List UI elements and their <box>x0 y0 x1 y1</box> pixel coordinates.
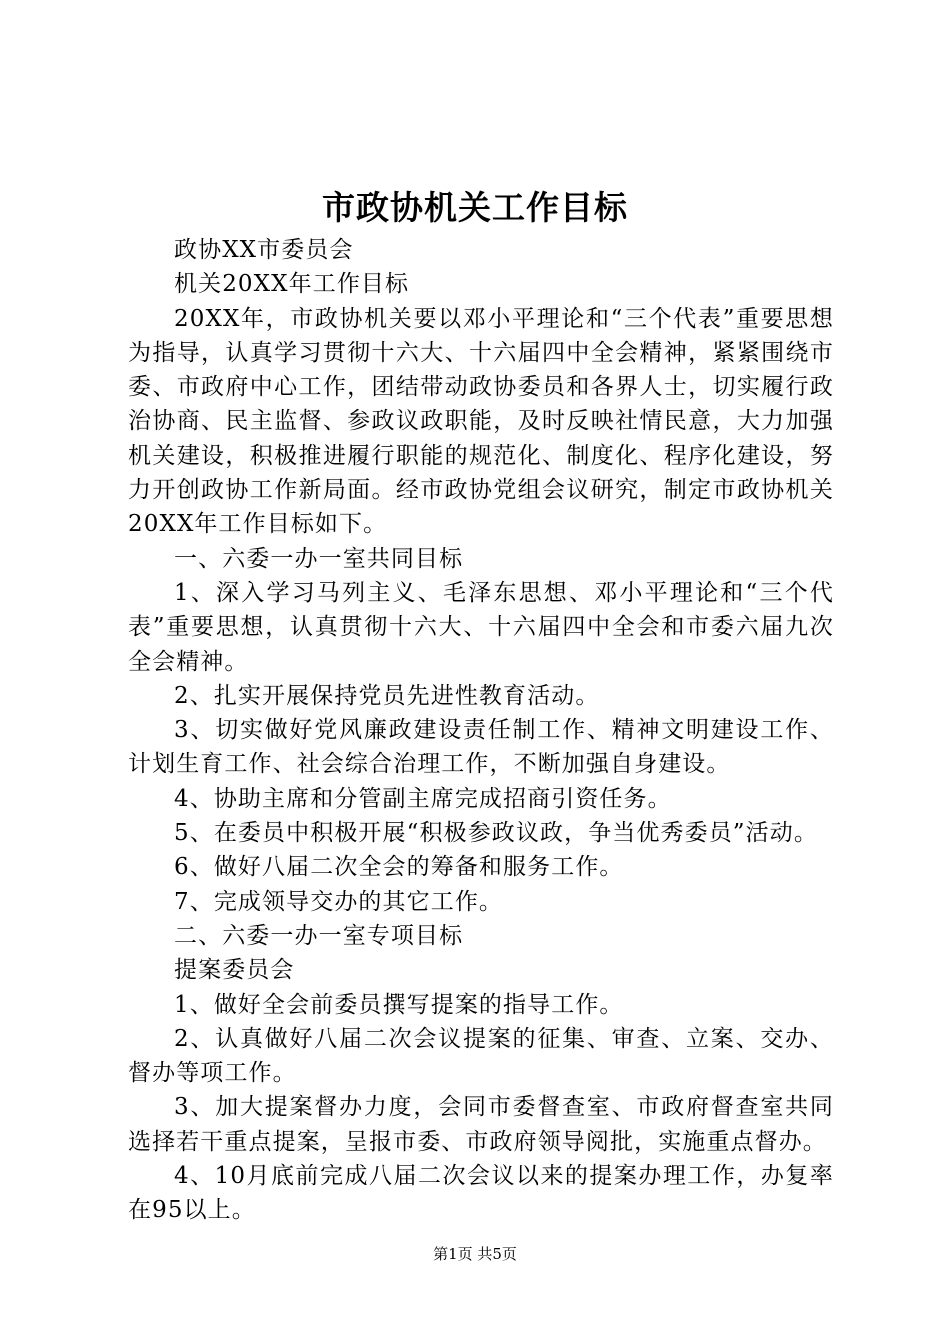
paragraph-item-4: 4、协助主席和分管副主席完成招商引资任务。 <box>174 785 672 812</box>
paragraph-item-1: 1、深入学习马列主义、毛泽东思想、邓小平理论和“三个代表”重要思想，认真贯彻十六大、十六届四中全会和市委六届九次全会精神。 <box>128 579 834 675</box>
paragraph-proposal-4: 4、10月底前完成八届二次会议以来的提案办理工作，办复率在95以上。 <box>128 1163 834 1224</box>
paragraph-item-6: 6、做好八届二次全会的筹备和服务工作。 <box>174 854 624 881</box>
paragraph-subtitle: 机关20XX年工作目标 <box>174 271 410 298</box>
paragraph-item-3: 3、切实做好党风廉政建设责任制工作、精神文明建设工作、计划生育工作、社会综合治理工作，不断加强自身建设。 <box>128 717 834 778</box>
paragraph-org-name: 政协XX市委员会 <box>174 237 354 263</box>
section-heading-special-goals: 二、六委一办一室专项目标 <box>174 922 464 949</box>
paragraph-item-5: 5、在委员中积极开展“积极参政议政，争当优秀委员”活动。 <box>174 820 818 847</box>
paragraph-intro: 20XX年，市政协机关要以邓小平理论和“三个代表”重要思想为指导，认真学习贯彻十六大、十六届四中全会精神，紧紧围绕市委、市政府中心工作，团结带动政协委员和各界人士，切实履行政治协商、民主监督、参政议政职能，及时反映社情民意，大力加强机关建设，积极推进履行职能的规范化、制度化、程序化建设，努力开创政协工作新局面。经市政协党组会议研究，制定市政协机关20XX年工作目标如下。 <box>128 305 834 538</box>
paragraph-item-2: 2、扎实开展保持党员先进性教育活动。 <box>174 682 600 709</box>
section-heading-common-goals: 一、六委一办一室共同目标 <box>174 545 464 572</box>
paragraph-proposal-3: 3、加大提案督办力度，会同市委督查室、市政府督查室共同选择若干重点提案，呈报市委、市政府领导阅批，实施重点督办。 <box>128 1094 834 1155</box>
subsection-heading-proposal-committee: 提案委员会 <box>174 957 295 984</box>
document-body <box>128 233 834 1228</box>
paragraph-proposal-2: 2、认真做好八届二次会议提案的征集、审查、立案、交办、督办等项工作。 <box>128 1025 834 1087</box>
document-title: 市政协机关工作目标 <box>322 188 628 227</box>
paragraph-proposal-1: 1、做好全会前委员撰写提案的指导工作。 <box>174 991 624 1018</box>
page-number-footer: 第1页 共5页 <box>433 1245 517 1263</box>
paragraph-item-7: 7、完成领导交办的其它工作。 <box>174 888 504 915</box>
